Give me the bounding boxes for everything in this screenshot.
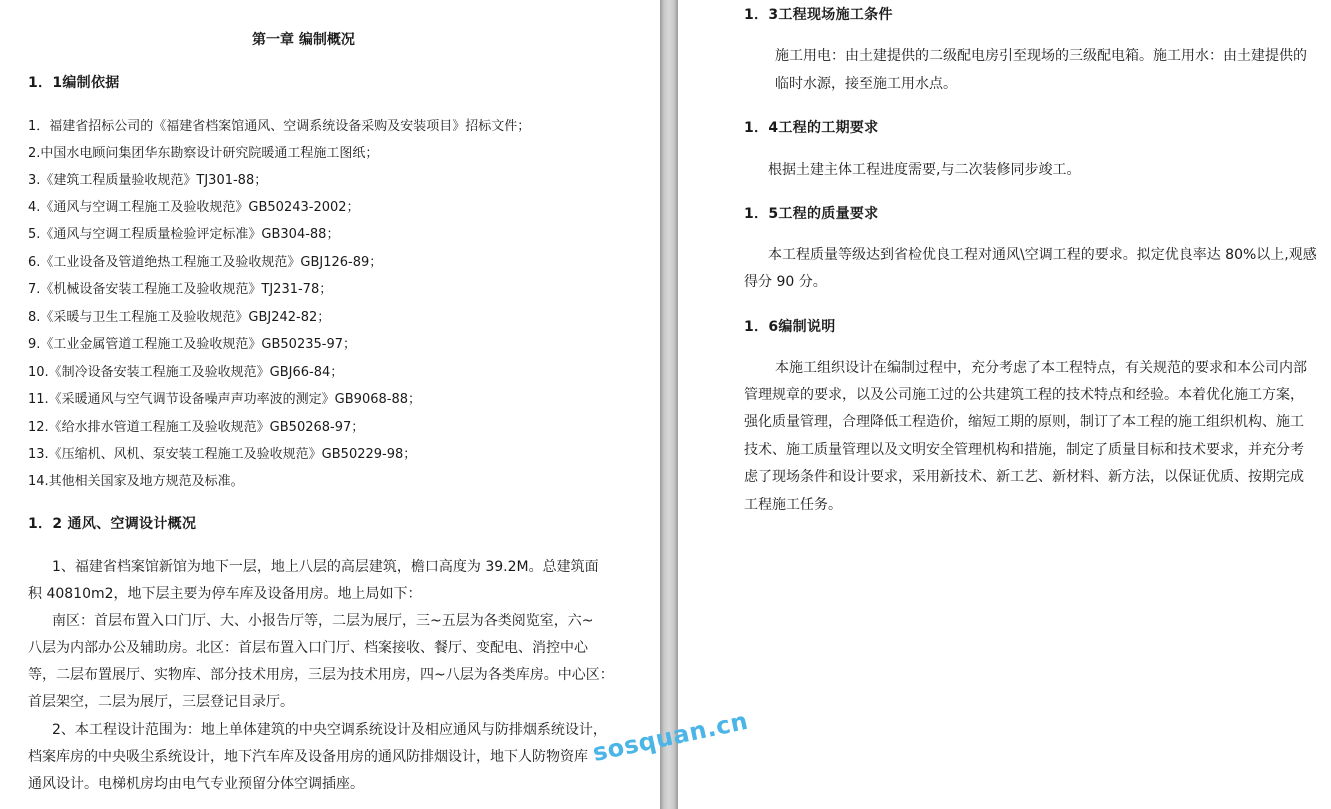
schedule-text: 根据土建主体工程进度需要,与二次装修同步竣工。 <box>768 162 1081 178</box>
overview-line: 八层为内部办公及辅助房。北区：首层布置入口门厅、档案接收、餐厅、变配电、消控中心 <box>28 640 588 656</box>
reference-item: 4.《通风与空调工程施工及验收规范》GB50243-2002； <box>28 200 360 215</box>
left-page <box>0 0 660 809</box>
reference-item: 13.《压缩机、风机、泵安装工程施工及验收规范》GB50229-98； <box>28 447 417 462</box>
reference-item: 2.中国水电顾问集团华东勘察设计研究院暖通工程施工图纸； <box>28 146 379 161</box>
overview-line: 2、本工程设计范围为：地上单体建筑的中央空调系统设计及相应通风与防排烟系统设计， <box>52 722 607 738</box>
overview-line: 等，二层布置展厅、实物库、部分技术用房，三层为技术用房，四~八层为各类库房。中心区： <box>28 667 614 683</box>
section-heading-1-1: 1．1编制依据 <box>28 75 120 91</box>
reference-item: 8.《采暖与卫生工程施工及验收规范》GBJ242-82； <box>28 310 331 325</box>
quality-line: 得分 90 分。 <box>744 274 827 290</box>
overview-line: 南区：首层布置入口门厅、大、小报告厅等，二层为展厅，三~五层为各类阅览室，六~ <box>52 613 594 629</box>
chapter-title: 第一章 编制概况 <box>252 32 355 48</box>
reference-item: 6.《工业设备及管道绝热工程施工及验收规范》GBJ126-89； <box>28 255 383 270</box>
notes-line: 虑了现场条件和设计要求，采用新技术、新工艺、新材料、新方法，以保证优质、按期完成 <box>744 469 1304 485</box>
page-gutter <box>660 0 678 809</box>
reference-item: 1．福建省招标公司的《福建省档案馆通风、空调系统设备采购及安装项目》招标文件； <box>28 119 531 134</box>
overview-line: 通风设计。电梯机房均由电气专业预留分体空调插座。 <box>28 776 364 792</box>
site-conditions-line: 临时水源，接至施工用水点。 <box>775 76 957 92</box>
section-heading-1-5: 1．5工程的质量要求 <box>744 206 879 222</box>
right-page <box>678 0 1331 809</box>
reference-item: 12.《给水排水管道工程施工及验收规范》GB50268-97； <box>28 420 365 435</box>
reference-item: 11.《采暖通风与空气调节设备噪声声功率波的测定》GB9068-88； <box>28 392 421 407</box>
overview-line: 档案库房的中央吸尘系统设计，地下汽车库及设备用房的通风防排烟设计，地下人防物资库 <box>28 749 588 765</box>
reference-item: 3.《建筑工程质量验收规范》TJ301-88； <box>28 173 268 188</box>
reference-item: 9.《工业金属管道工程施工及验收规范》GB50235-97； <box>28 337 356 352</box>
notes-line: 工程施工任务。 <box>744 497 842 513</box>
overview-line: 积 40810m2，地下层主要为停车库及设备用房。地上局如下： <box>28 586 422 602</box>
section-heading-1-2: 1．2 通风、空调设计概况 <box>28 516 197 532</box>
overview-line: 1、福建省档案馆新馆为地下一层，地上八层的高层建筑，檐口高度为 39.2M。总建筑面 <box>52 559 599 575</box>
notes-line: 技术、施工质量管理以及文明安全管理机构和措施，制定了质量目标和技术要求，并充分考 <box>744 442 1304 458</box>
reference-item: 14.其他相关国家及地方规范及标准。 <box>28 474 244 489</box>
quality-line: 本工程质量等级达到省检优良工程对通风\空调工程的要求。拟定优良率达 80%以上,观感 <box>768 247 1317 263</box>
section-heading-1-3: 1．3工程现场施工条件 <box>744 7 893 23</box>
site-conditions-line: 施工用电：由土建提供的二级配电房引至现场的三级配电箱。施工用水：由土建提供的 <box>775 48 1307 64</box>
reference-item: 7.《机械设备安装工程施工及验收规范》TJ231-78； <box>28 282 333 297</box>
reference-item: 10.《制冷设备安装工程施工及验收规范》GBJ66-84； <box>28 365 344 380</box>
overview-line: 首层架空，二层为展厅，三层登记目录厅。 <box>28 694 294 710</box>
section-heading-1-6: 1．6编制说明 <box>744 319 836 335</box>
watermark-logo: sosquan.cn <box>590 706 751 767</box>
notes-line: 管理规章的要求，以及公司施工过的公共建筑工程的技术特点和经验。本着优化施工方案， <box>744 387 1304 403</box>
reference-item: 5.《通风与空调工程质量检验评定标准》GB304-88； <box>28 227 340 242</box>
section-heading-1-4: 1．4工程的工期要求 <box>744 120 879 136</box>
notes-line: 本施工组织设计在编制过程中，充分考虑了本工程特点，有关规范的要求和本公司内部 <box>775 360 1307 376</box>
notes-line: 强化质量管理，合理降低工程造价，缩短工期的原则，制订了本工程的施工组织机构、施工 <box>744 414 1304 430</box>
